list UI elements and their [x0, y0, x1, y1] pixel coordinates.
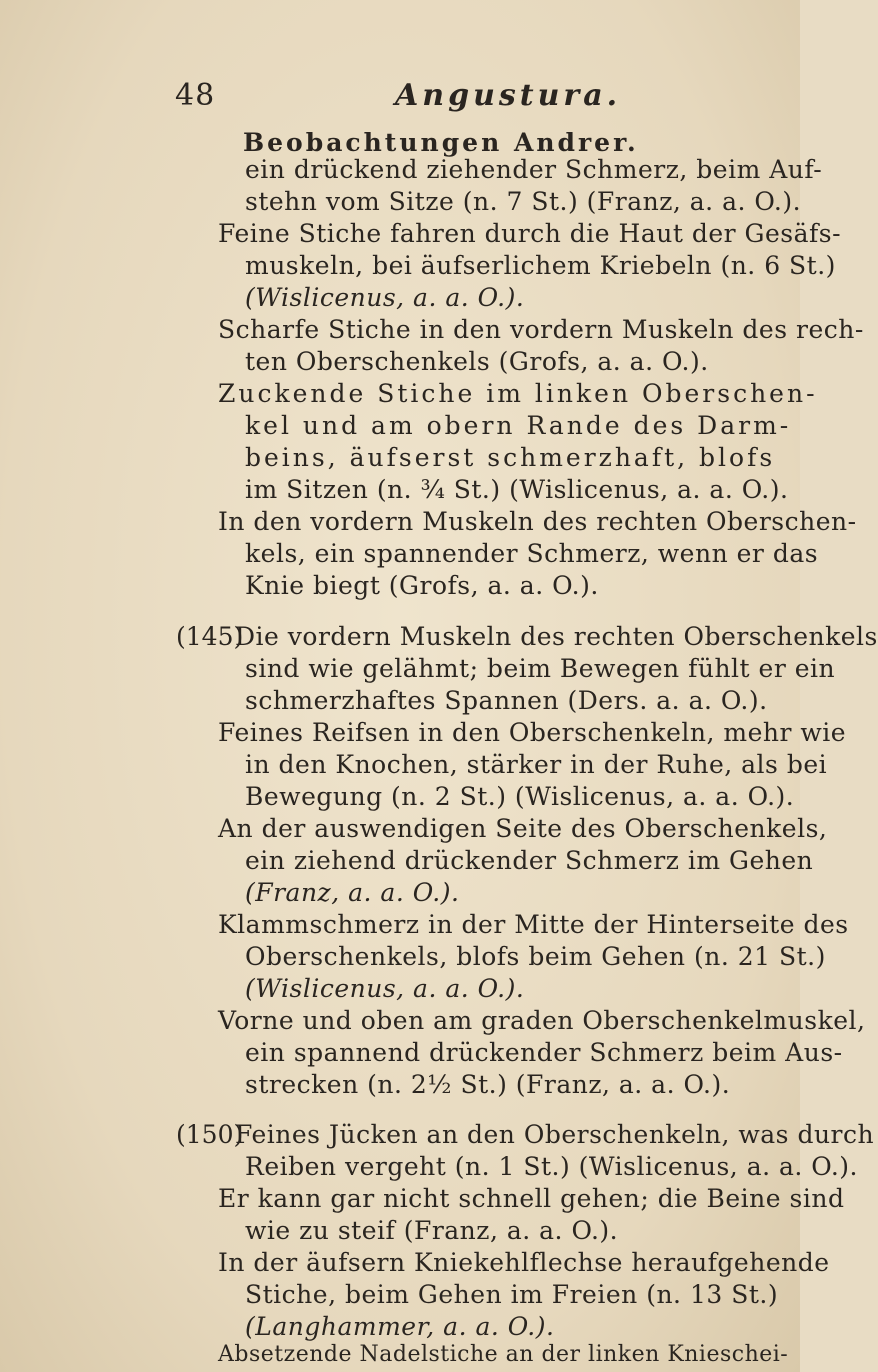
- text-line: Feine Stiche fahren durch die Haut der Gesäfs-: [218, 219, 842, 248]
- text-line: Er kann gar nicht schnell gehen; die Beine sind: [218, 1184, 845, 1213]
- text-line: Scharfe Stiche in den vordern Muskeln des rech-: [218, 315, 864, 344]
- running-title: Angustura.: [395, 78, 622, 113]
- entry-number: (150): [176, 1120, 244, 1149]
- section-heading: Beobachtungen Andrer.: [243, 128, 639, 157]
- text-line: kel und am obern Rande des Darm-: [245, 411, 792, 440]
- text-line: Absetzende Nadelstiche an der linken Knieschei-: [218, 1342, 789, 1367]
- text-line: In den vordern Muskeln des rechten Oberschen-: [218, 507, 857, 536]
- text-line: in den Knochen, stärker in der Ruhe, als bei: [245, 750, 828, 779]
- text-line: sind wie gelähmt; beim Bewegen fühlt er ein: [245, 654, 836, 683]
- text-line: ein drückend ziehender Schmerz, beim Auf-: [245, 155, 823, 184]
- text-line: wie zu steif (Franz, a. a. O.).: [245, 1216, 619, 1245]
- entry-number: (145): [176, 622, 244, 651]
- text-line: muskeln, bei äufserlichem Kriebeln (n. 6 St.): [245, 251, 836, 280]
- text-line: Bewegung (n. 2 St.) (Wislicenus, a. a. O.).: [245, 782, 795, 811]
- text-line: Die vordern Muskeln des rechten Oberschenkels: [235, 622, 878, 651]
- text-line: Vorne und oben am graden Oberschenkelmuskel,: [218, 1006, 866, 1035]
- text-line: (Wislicenus, a. a. O.).: [245, 974, 525, 1003]
- text-line: (Langhammer, a. a. O.).: [245, 1312, 555, 1341]
- text-line: kels, ein spannender Schmerz, wenn er das: [245, 539, 819, 568]
- text-line: ein spannend drückender Schmerz beim Aus-: [245, 1038, 843, 1067]
- text-line: stehn vom Sitze (n. 7 St.) (Franz, a. a. O.).: [245, 187, 802, 216]
- text-line: schmerzhaftes Spannen (Ders. a. a. O.).: [245, 686, 768, 715]
- text-line: In der äufsern Kniekehlflechse heraufgehende: [218, 1248, 830, 1277]
- text-line: Oberschenkels, blofs beim Gehen (n. 21 St.): [245, 942, 826, 971]
- text-line: Feines Jücken an den Oberschenkeln, was durch: [235, 1120, 875, 1149]
- text-line: Klammschmerz in der Mitte der Hinterseite des: [218, 910, 849, 939]
- text-line: (Franz, a. a. O.).: [245, 878, 460, 907]
- text-line: An der auswendigen Seite des Oberschenkels,: [218, 814, 828, 843]
- page-number: 48: [175, 78, 216, 113]
- text-line: im Sitzen (n. ¾ St.) (Wislicenus, a. a. O.).: [245, 475, 789, 504]
- text-line: Knie biegt (Grofs, a. a. O.).: [245, 571, 599, 600]
- text-line: Zuckende Stiche im linken Oberschen-: [218, 379, 818, 408]
- page-header: [175, 78, 735, 118]
- text-line: beins, äufserst schmerzhaft, blofs: [245, 443, 776, 472]
- text-line: ten Oberschenkels (Grofs, a. a. O.).: [245, 347, 709, 376]
- text-line: Feines Reifsen in den Oberschenkeln, mehr wie: [218, 718, 847, 747]
- text-line: Stiche, beim Gehen im Freien (n. 13 St.): [245, 1280, 779, 1309]
- text-line: (Wislicenus, a. a. O.).: [245, 283, 525, 312]
- text-line: strecken (n. 2½ St.) (Franz, a. a. O.).: [245, 1070, 731, 1099]
- text-line: Reiben vergeht (n. 1 St.) (Wislicenus, a. a. O.).: [245, 1152, 858, 1181]
- text-line: ein ziehend drückender Schmerz im Gehen: [245, 846, 814, 875]
